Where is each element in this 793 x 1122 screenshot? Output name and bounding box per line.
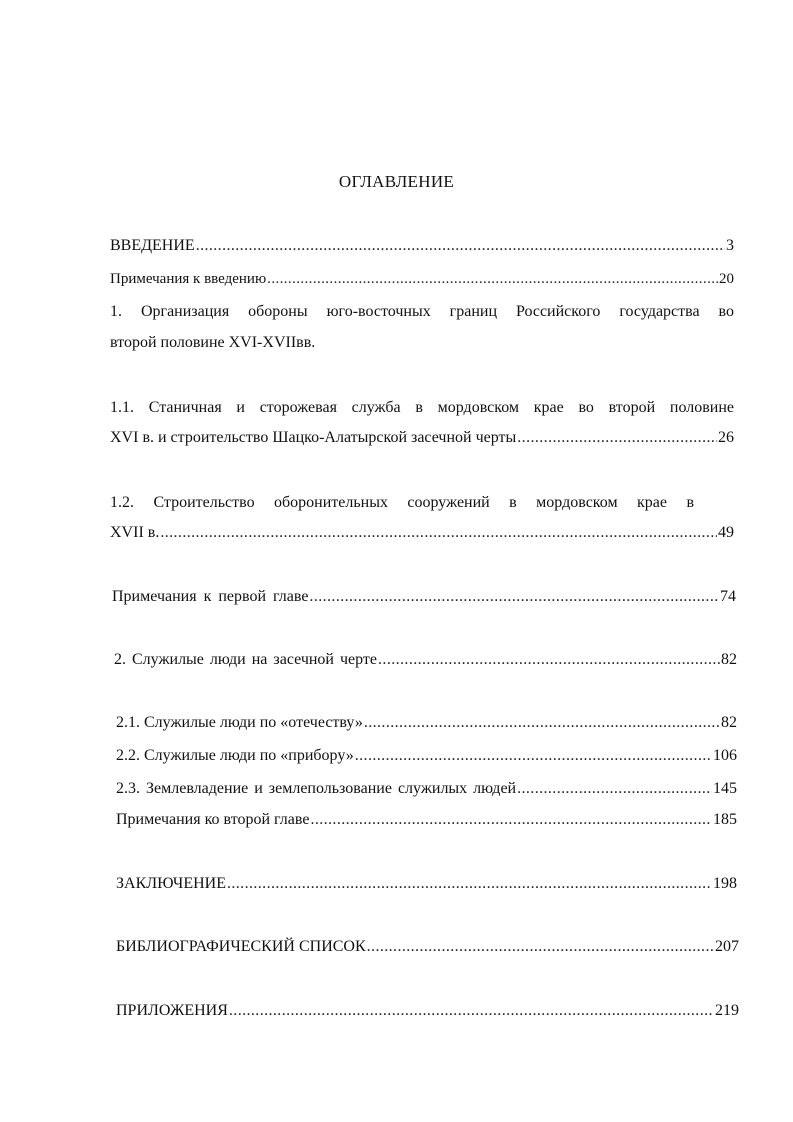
toc-entry-bibliography[interactable]	[116, 937, 739, 957]
toc-page-number: 26	[718, 429, 734, 446]
toc-section-2-1[interactable]	[116, 713, 737, 733]
toc-leader-dots	[364, 713, 720, 733]
toc-entry-appendices[interactable]	[116, 1001, 739, 1021]
toc-page-number: 20	[719, 271, 734, 287]
toc-section-1-2[interactable]	[110, 487, 694, 518]
toc-section-2-2[interactable]	[116, 746, 737, 766]
toc-entry-chapter-2[interactable]	[114, 650, 737, 670]
toc-label: ПРИЛОЖЕНИЯ	[116, 1002, 228, 1019]
toc-label: БИБЛИОГРАФИЧЕСКИЙ СПИСОК	[116, 938, 366, 955]
toc-section-2-3[interactable]	[116, 779, 737, 799]
toc-leader-dots	[378, 650, 720, 670]
toc-chapter-1[interactable]	[110, 296, 734, 358]
toc-page-number: 49	[718, 524, 734, 541]
toc-section-1-2-line-1: 1.2. Строительство оборонительных сооружений в мордовском крае в	[110, 494, 694, 511]
toc-entry-intro-notes[interactable]	[110, 269, 734, 289]
toc-label: Примечания к введению	[110, 271, 267, 287]
toc-leader-dots	[309, 587, 719, 607]
toc-page-number: 219	[715, 1002, 739, 1019]
toc-page-number: 145	[713, 780, 737, 797]
toc-leader-dots	[517, 779, 712, 799]
toc-leader-dots	[196, 236, 725, 256]
page-title: ОГЛАВЛЕНИЕ	[338, 172, 455, 191]
toc-label: ВВЕДЕНИЕ	[110, 237, 195, 254]
toc-section-1-2-row[interactable]	[110, 523, 734, 543]
toc-label: ЗАКЛЮЧЕНИЕ	[116, 875, 226, 892]
toc-page-number: 82	[721, 651, 737, 668]
toc-entry-introduction[interactable]	[110, 236, 734, 256]
toc-label: Примечания к первой главе	[112, 588, 309, 605]
toc-chapter-1-line-1: 1. Организация обороны юго-восточных границ Российского государства во	[110, 303, 734, 320]
toc-page-number: 198	[713, 875, 737, 892]
toc-leader-dots	[517, 428, 717, 448]
toc-leader-dots	[160, 523, 717, 543]
toc-label: 2.3. Землевладение и землепользование служилых людей	[116, 780, 517, 797]
toc-section-1-1[interactable]	[110, 392, 734, 423]
toc-page-number: 3	[726, 237, 734, 254]
toc-entry-chapter-2-notes[interactable]	[116, 810, 737, 830]
toc-leader-dots	[310, 810, 712, 830]
toc-leader-dots	[355, 746, 712, 766]
toc-page-number: 207	[715, 938, 739, 955]
toc-label: 2.1. Служилые люди по «отечеству»	[116, 714, 363, 731]
toc-entry-chapter-1-notes[interactable]	[112, 587, 736, 607]
toc-page-number: 185	[713, 811, 737, 828]
toc-entry-conclusion[interactable]	[116, 874, 737, 894]
toc-label: 2. Служилые люди на засечной черте	[114, 651, 378, 668]
toc-page-number: 106	[713, 747, 737, 764]
toc-label: XVI в. и строительство Шацко-Алатырской засечной черты	[110, 429, 517, 446]
toc-leader-dots	[227, 874, 712, 894]
toc-section-1-1-row[interactable]	[110, 428, 734, 448]
toc-leader-dots	[367, 937, 714, 957]
toc-page-number: 74	[720, 588, 736, 605]
toc-chapter-1-line-2: второй половине XVI-XVIIвв.	[110, 334, 316, 351]
toc-section-1-1-line-1: 1.1. Станичная и сторожевая служба в мордовском крае во второй половине	[110, 399, 734, 416]
toc-leader-dots	[267, 269, 718, 289]
toc-label: 2.2. Служилые люди по «прибору»	[116, 747, 354, 764]
toc-label: XVII в.	[110, 524, 160, 541]
toc-page-number: 82	[721, 714, 737, 731]
toc-leader-dots	[229, 1001, 714, 1021]
toc-label: Примечания ко второй главе	[116, 811, 310, 828]
